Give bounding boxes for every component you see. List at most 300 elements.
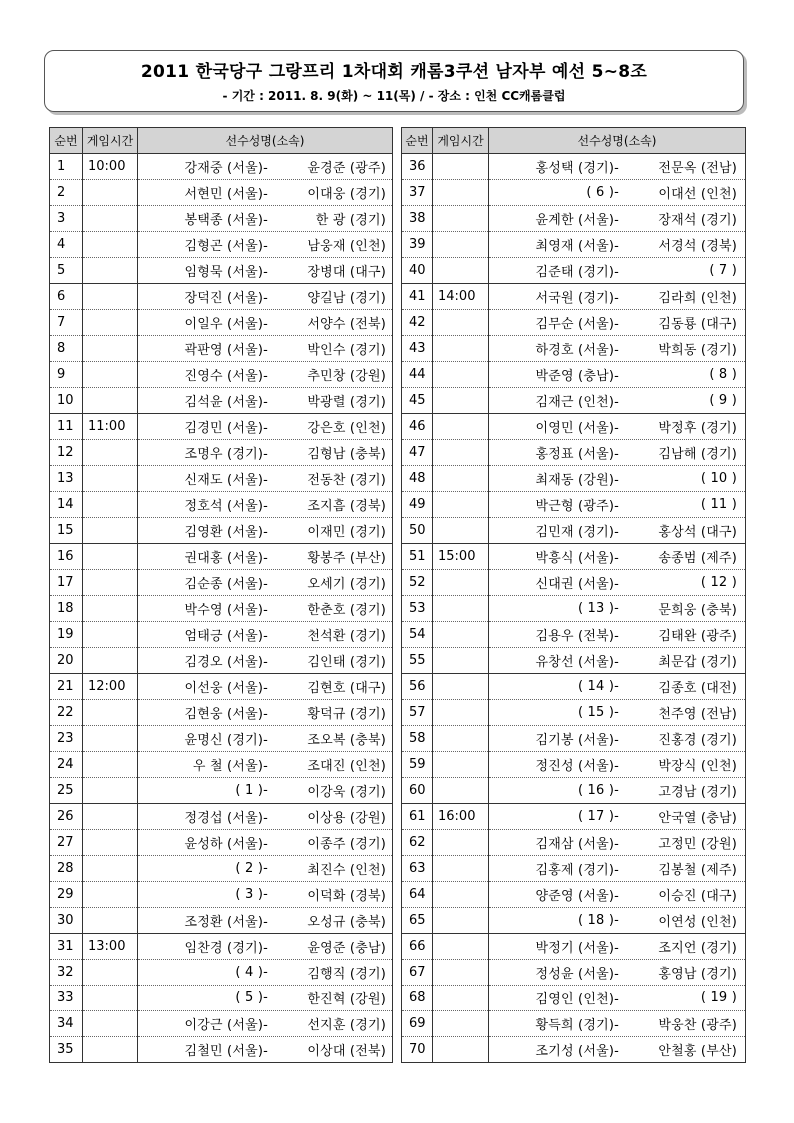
game-time [83,699,138,725]
player-two: 김형남 (충북) [307,446,386,462]
table-row [402,491,746,517]
player-two: 안국열 (충남) [658,810,737,826]
player-pair [138,855,393,881]
row-number: 61 [402,803,433,829]
player-one: 신재도 (서울)- [184,472,268,488]
table-row [50,1037,393,1063]
player-two: 김남해 (경기) [658,446,737,462]
game-time [433,881,489,907]
player-one: 조명우 (경기)- [184,446,268,462]
row-number: 46 [402,413,433,439]
player-one: 박수영 (서울)- [184,602,268,618]
player-one: 임형묵 (서울)- [184,264,268,280]
game-time [83,959,138,985]
player-two: 이승진 (대구) [658,888,737,904]
player-pair [138,491,393,517]
row-number: 51 [402,543,433,569]
player-one: ( 17 )- [577,808,619,824]
game-time [433,517,489,543]
player-one: 홍성택 (경기)- [535,160,619,176]
player-pair [489,933,746,959]
player-one: 김철민 (서울)- [184,1044,268,1060]
row-number: 15 [50,517,83,543]
player-pair [489,673,746,699]
player-pair [138,283,393,309]
table-row [50,309,393,335]
game-time [83,1011,138,1037]
row-number: 58 [402,725,433,751]
page-title: 2011 한국당구 그랑프리 1차대회 캐롬3쿠션 남자부 예선 5~8조 [140,62,648,82]
player-two: 고경남 (경기) [658,784,737,800]
game-time [433,1011,489,1037]
player-pair [489,154,746,180]
player-one: 서현민 (서울)- [184,186,268,202]
player-pair [138,231,393,257]
player-two: 최진수 (인천) [307,862,386,878]
game-time [433,777,489,803]
player-pair [489,361,746,387]
player-pair [138,387,393,413]
row-number: 57 [402,699,433,725]
player-two: 박정후 (경기) [658,420,737,436]
table-row [402,855,746,881]
row-number: 3 [50,205,83,231]
player-pair [138,361,393,387]
table-row [50,985,393,1011]
table-row [402,179,746,205]
player-pair [489,283,746,309]
table-row [402,725,746,751]
game-time: 16:00 [433,803,489,829]
table-row [50,465,393,491]
table-row [50,257,393,283]
game-time: 10:00 [83,154,138,180]
header-time: 게임시간 [433,128,489,154]
player-one: 이강근 (서울)- [184,1018,268,1034]
table-row [50,231,393,257]
player-two: 윤경준 (광주) [307,160,386,176]
table-row [50,413,393,439]
player-pair [489,803,746,829]
player-two: 강은호 (인천) [307,420,386,436]
row-number: 4 [50,231,83,257]
table-row [402,387,746,413]
table-row [402,335,746,361]
player-two: 문희웅 (충북) [658,602,737,618]
player-one: 권대홍 (서울)- [184,550,268,566]
player-pair [489,335,746,361]
row-number: 8 [50,335,83,361]
row-number: 27 [50,829,83,855]
player-pair [489,231,746,257]
page-subtitle: - 기간 : 2011. 8. 9(화) ~ 11(목) / - 장소 : 인천 CC캐롬클럽 [222,89,566,103]
player-pair [489,543,746,569]
game-time: 11:00 [83,413,138,439]
table-row [50,777,393,803]
row-number: 43 [402,335,433,361]
row-number: 59 [402,751,433,777]
game-time [83,1037,138,1063]
player-two: 장병대 (대구) [307,264,386,280]
table-row [50,543,393,569]
table-row [402,699,746,725]
row-number: 6 [50,283,83,309]
player-pair [138,309,393,335]
player-one: 김영인 (인천)- [535,992,619,1008]
player-pair [138,517,393,543]
game-time [83,751,138,777]
table-row [50,959,393,985]
player-two: 안철홍 (부산) [658,1044,737,1060]
game-time [433,361,489,387]
row-number: 48 [402,465,433,491]
player-one: 김경오 (서울)- [184,654,268,670]
player-one: 하경호 (서울)- [535,342,619,358]
player-one: 조정환 (서울)- [184,914,268,930]
game-time [83,491,138,517]
row-number: 64 [402,881,433,907]
row-number: 68 [402,985,433,1011]
player-one: ( 13 )- [577,600,619,616]
player-pair [138,1011,393,1037]
game-time [83,309,138,335]
player-one: 정진성 (서울)- [535,758,619,774]
row-number: 13 [50,465,83,491]
game-time [83,855,138,881]
player-two: 오세기 (경기) [307,576,386,592]
game-time [433,387,489,413]
game-time [433,933,489,959]
player-one: 최재동 (강원)- [535,472,619,488]
player-two: ( 12 ) [700,574,737,590]
player-two: ( 10 ) [700,470,737,486]
table-row [50,907,393,933]
player-two: ( 9 ) [709,392,737,408]
player-two: 장재석 (경기) [658,212,737,228]
player-one: ( 6 )- [586,184,619,200]
table-row [402,985,746,1011]
game-time [433,154,489,180]
header-num: 순번 [50,128,83,154]
row-number: 1 [50,154,83,180]
row-number: 42 [402,309,433,335]
player-one: 최영재 (서울)- [535,238,619,254]
player-two: 박희동 (경기) [658,342,737,358]
game-time [433,907,489,933]
schedule-table-left [49,127,393,1063]
player-two: 김인태 (경기) [307,654,386,670]
player-one: 김재근 (인천)- [535,394,619,410]
player-two: ( 8 ) [709,366,737,382]
row-number: 28 [50,855,83,881]
table-row [50,751,393,777]
player-two: 김태완 (광주) [658,628,737,644]
player-pair [489,699,746,725]
player-two: 조지언 (경기) [658,940,737,956]
header-players: 선수성명(소속) [489,128,746,154]
player-one: ( 14 )- [577,678,619,694]
player-pair [138,439,393,465]
player-pair [489,413,746,439]
game-time [433,751,489,777]
row-number: 33 [50,985,83,1011]
table-row [50,829,393,855]
game-time [83,361,138,387]
row-number: 23 [50,725,83,751]
table-row [50,205,393,231]
player-one: ( 4 )- [235,964,268,980]
game-time: 15:00 [433,543,489,569]
player-one: 양준영 (서울)- [535,888,619,904]
player-one: 홍정표 (서울)- [535,446,619,462]
player-one: 정경섭 (서울)- [184,810,268,826]
player-two: 김봉철 (제주) [658,862,737,878]
row-number: 50 [402,517,433,543]
game-time [433,569,489,595]
player-one: 유창선 (서울)- [535,654,619,670]
table-row [402,257,746,283]
table-row [402,1011,746,1037]
player-pair [489,907,746,933]
player-two: 고정민 (강원) [658,836,737,852]
player-two: 홍영남 (경기) [658,966,737,982]
row-number: 5 [50,257,83,283]
game-time [433,855,489,881]
row-number: 12 [50,439,83,465]
player-pair [138,179,393,205]
row-number: 9 [50,361,83,387]
game-time [83,517,138,543]
player-one: 박흥식 (서울)- [535,550,619,566]
player-two: 조대진 (인천) [307,758,386,774]
row-number: 41 [402,283,433,309]
player-pair [138,959,393,985]
player-pair [138,205,393,231]
player-pair [138,933,393,959]
table-row [402,309,746,335]
player-pair [138,985,393,1011]
table-row [50,803,393,829]
row-number: 37 [402,179,433,205]
player-pair [489,1011,746,1037]
game-time [83,777,138,803]
game-time: 14:00 [433,283,489,309]
player-one: 윤계한 (서울)- [535,212,619,228]
player-two: 윤영준 (충남) [307,940,386,956]
player-two: 박장식 (인천) [658,758,737,774]
game-time [433,725,489,751]
player-two: 이상대 (전북) [307,1044,386,1060]
game-time [433,335,489,361]
game-time [83,283,138,309]
table-row [402,595,746,621]
game-time [433,231,489,257]
row-number: 56 [402,673,433,699]
table-row [50,621,393,647]
player-two: ( 11 ) [700,496,737,512]
game-time [433,829,489,855]
table-row [50,673,393,699]
player-two: 이재민 (경기) [307,524,386,540]
player-two: 전동찬 (경기) [307,472,386,488]
player-two: 이대웅 (경기) [307,186,386,202]
row-number: 24 [50,751,83,777]
player-two: 조지흠 (경북) [307,498,386,514]
player-pair [138,647,393,673]
row-number: 32 [50,959,83,985]
game-time [83,387,138,413]
player-pair [138,751,393,777]
player-two: 양길남 (경기) [307,290,386,306]
row-number: 52 [402,569,433,595]
player-pair [489,517,746,543]
game-time [433,257,489,283]
game-time [433,647,489,673]
game-time [433,465,489,491]
table-row [402,1037,746,1063]
table-row [402,959,746,985]
table-row [50,387,393,413]
table-row [402,621,746,647]
game-time [433,439,489,465]
header-players: 선수성명(소속) [138,128,393,154]
player-two: 이종주 (경기) [307,836,386,852]
game-time: 13:00 [83,933,138,959]
game-time [433,205,489,231]
row-number: 63 [402,855,433,881]
row-number: 20 [50,647,83,673]
game-time [83,439,138,465]
player-pair [138,621,393,647]
player-pair [138,543,393,569]
player-two: 홍상석 (대구) [658,524,737,540]
player-two: ( 7 ) [709,262,737,278]
player-pair [489,179,746,205]
player-pair [138,413,393,439]
row-number: 65 [402,907,433,933]
table-row [402,907,746,933]
player-two: 박웅찬 (광주) [658,1018,737,1034]
player-one: 김현웅 (서울)- [184,706,268,722]
player-two: 최문갑 (경기) [658,654,737,670]
row-number: 49 [402,491,433,517]
player-pair [138,569,393,595]
player-one: 조기성 (서울)- [535,1044,619,1060]
player-one: 김민재 (경기)- [535,524,619,540]
player-two: 서경석 (경북) [658,238,737,254]
table-row [402,283,746,309]
table-row [50,154,393,180]
game-time [433,699,489,725]
header-time: 게임시간 [83,128,138,154]
player-pair [489,777,746,803]
player-pair [138,725,393,751]
player-pair [138,1037,393,1063]
player-pair [138,699,393,725]
player-one: 정성윤 (서울)- [535,966,619,982]
player-one: 김경민 (서울)- [184,420,268,436]
player-one: 박정기 (서울)- [535,940,619,956]
player-pair [138,881,393,907]
player-one: 김영환 (서울)- [184,524,268,540]
player-two: 조오복 (충북) [307,732,386,748]
player-one: 김홍제 (경기)- [535,862,619,878]
row-number: 21 [50,673,83,699]
player-two: 이강욱 (경기) [307,784,386,800]
player-pair [138,335,393,361]
player-two: 황덕규 (경기) [307,706,386,722]
row-number: 22 [50,699,83,725]
player-pair [489,595,746,621]
row-number: 47 [402,439,433,465]
game-time [433,621,489,647]
player-one: 윤명신 (경기)- [184,732,268,748]
row-number: 16 [50,543,83,569]
player-pair [138,907,393,933]
player-one: ( 1 )- [235,782,268,798]
table-row [402,829,746,855]
game-time [433,959,489,985]
player-one: 김석윤 (서울)- [184,394,268,410]
schedule-table-right [401,127,746,1063]
row-number: 39 [402,231,433,257]
table-row [50,881,393,907]
player-pair [489,257,746,283]
game-time [83,205,138,231]
row-number: 67 [402,959,433,985]
table-row [402,647,746,673]
player-two: 이덕화 (경북) [307,888,386,904]
table-row [402,751,746,777]
player-one: 김순종 (서울)- [184,576,268,592]
table-row [402,439,746,465]
game-time [433,179,489,205]
player-pair [489,621,746,647]
player-one: 임찬경 (경기)- [184,940,268,956]
player-two: 김라희 (인천) [658,290,737,306]
table-row [50,569,393,595]
player-one: 김무순 (서울)- [535,316,619,332]
player-pair [489,855,746,881]
player-one: 강재중 (서울)- [184,160,268,176]
player-one: 우 철 (서울)- [192,758,268,774]
table-row [402,231,746,257]
player-pair [489,751,746,777]
player-two: 김행직 (경기) [307,966,386,982]
table-row [402,465,746,491]
player-one: 이선웅 (서울)- [184,680,268,696]
table-row [402,803,746,829]
row-number: 26 [50,803,83,829]
player-two: 박광렬 (경기) [307,394,386,410]
player-one: 이영민 (서울)- [535,420,619,436]
row-number: 14 [50,491,83,517]
player-one: 신대권 (서울)- [535,576,619,592]
player-pair [489,309,746,335]
row-number: 34 [50,1011,83,1037]
game-time [433,673,489,699]
row-number: 18 [50,595,83,621]
player-one: 봉택종 (서울)- [184,212,268,228]
player-pair [489,647,746,673]
table-row [50,491,393,517]
table-row [402,543,746,569]
game-time [83,881,138,907]
game-time [83,595,138,621]
row-number: 60 [402,777,433,803]
table-row [50,439,393,465]
table-row [402,881,746,907]
